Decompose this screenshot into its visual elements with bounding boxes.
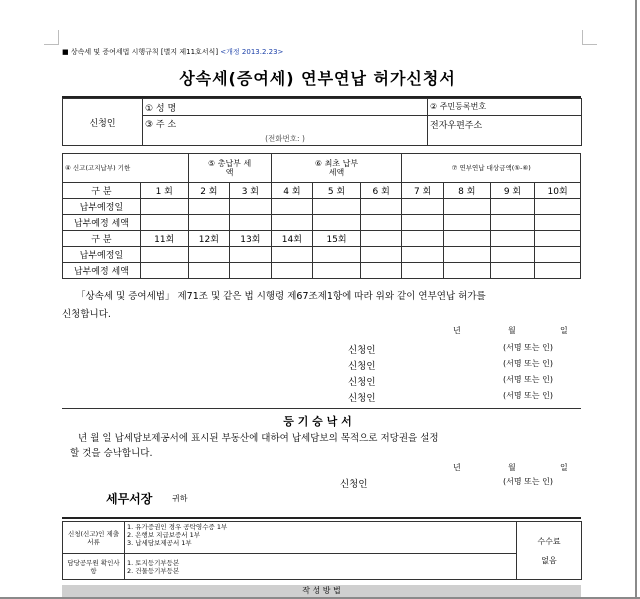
signer-label: 신청인 <box>348 361 376 372</box>
sign-note: (서명 또는 인) <box>503 359 553 368</box>
verify-item: 1. 토지등기부등본 <box>127 558 180 567</box>
form-note: ■ 상속세 및 증여세법 시행규칙 [별지 제11호서식] <box>62 48 219 56</box>
schedule-cell[interactable] <box>188 199 230 215</box>
submit-docs-label <box>63 522 125 554</box>
schedule-cell[interactable] <box>535 199 581 215</box>
schedule-cell[interactable] <box>360 263 402 279</box>
signer-label: 신청인 <box>348 393 376 404</box>
schedule-cell[interactable] <box>230 199 272 215</box>
consent-signer: 신청인 <box>340 479 368 490</box>
sign-note: (서명 또는 인) <box>503 477 553 486</box>
fee-value: 없음 <box>541 555 557 565</box>
statement-text: 「상속세 및 증여세법」 제71조 및 같은 법 시행령 제67조제1항에 따라 위와 같이 연부연납 허가를 <box>76 291 486 302</box>
col-header: 구 분 <box>63 183 141 199</box>
schedule-cell[interactable] <box>271 247 313 263</box>
submit-doc-item: 1. 유가증권인 경우 공탁영수증 1부 <box>127 523 228 531</box>
term-header: 6 회 <box>360 183 402 199</box>
schedule-cell[interactable] <box>402 215 444 231</box>
installment-amount-label: ⑦ 연부연납 대상금액(⑤-⑥) <box>451 164 531 172</box>
submit-docs-list <box>125 522 517 554</box>
schedule-cell[interactable] <box>188 215 230 231</box>
term-header: 10회 <box>535 183 581 199</box>
verify-label <box>63 554 125 580</box>
divider <box>62 517 581 519</box>
verify-item: 2. 건물등기부등본 <box>127 566 180 575</box>
schedule-cell[interactable] <box>271 263 313 279</box>
schedule-cell[interactable] <box>402 199 444 215</box>
date-day: 일 <box>560 326 568 335</box>
date-year: 년 <box>453 326 461 335</box>
page-title: 상속세(증여세) 연부연납 허가신청서 <box>179 69 456 88</box>
term-header: 3 회 <box>230 183 272 199</box>
total-tax-label: ⑤ 총납부 세 액 <box>208 159 252 177</box>
schedule-cell[interactable] <box>443 199 490 215</box>
schedule-cell[interactable] <box>140 199 188 215</box>
due-date-label: ④ 신고(고지납부) 기한 <box>65 164 131 172</box>
first-payment-label: ⑥ 최초 납부세액 <box>314 159 359 177</box>
term-header: 7 회 <box>402 183 444 199</box>
submit-doc-item: 2. 은행보 지급보증서 1부 <box>127 531 201 539</box>
installment-amount-field <box>402 154 581 183</box>
schedule-cell <box>535 231 581 247</box>
schedule-cell[interactable] <box>230 215 272 231</box>
submit-doc-item: 3. 납세담보제공서 1부 <box>127 539 192 547</box>
date-year: 년 <box>453 463 461 472</box>
schedule-cell[interactable] <box>230 247 272 263</box>
term-header: 13회 <box>230 231 272 247</box>
due-date-field <box>63 154 189 183</box>
term-header: 8 회 <box>443 183 490 199</box>
fee-label: 수수료 <box>537 536 561 546</box>
term-header: 14회 <box>271 231 313 247</box>
date-month: 월 <box>508 326 516 335</box>
schedule-cell[interactable] <box>188 247 230 263</box>
email-label: 전자우편주소 <box>430 121 483 131</box>
term-header: 9 회 <box>490 183 535 199</box>
address-label: ③ 주 소 <box>145 120 177 131</box>
schedule-cell[interactable] <box>360 247 402 263</box>
schedule-cell[interactable] <box>140 263 188 279</box>
term-header: 1 회 <box>140 183 188 199</box>
schedule-cell[interactable] <box>490 215 535 231</box>
email-field[interactable] <box>428 116 582 146</box>
sign-note: (서명 또는 인) <box>503 343 553 352</box>
signer-label: 신청인 <box>348 345 376 356</box>
sign-note: (서명 또는 인) <box>503 391 553 400</box>
term-header: 4 회 <box>271 183 313 199</box>
schedule-cell[interactable] <box>313 263 361 279</box>
term-header: 12회 <box>188 231 230 247</box>
row-label: 납부예정일 <box>63 247 141 263</box>
address-field[interactable] <box>143 116 428 132</box>
id-field[interactable] <box>428 99 582 116</box>
phone-label: (전화번호: ) <box>265 133 305 143</box>
schedule-cell[interactable] <box>313 199 361 215</box>
schedule-cell[interactable] <box>490 247 535 263</box>
schedule-cell <box>360 231 402 247</box>
schedule-cell[interactable] <box>535 247 581 263</box>
consent-title: 등 기 승 낙 서 <box>283 415 352 428</box>
schedule-cell[interactable] <box>230 263 272 279</box>
recipient-suffix: 귀하 <box>172 494 188 503</box>
window-right-border <box>635 0 637 599</box>
name-field[interactable] <box>143 99 428 116</box>
term-header: 15회 <box>313 231 361 247</box>
schedule-table <box>62 153 581 279</box>
verify-label-text: 담당공무원 확인사항 <box>67 558 120 575</box>
term-header: 2 회 <box>188 183 230 199</box>
schedule-cell[interactable] <box>402 247 444 263</box>
row-label: 납부예정일 <box>63 199 141 215</box>
form-header <box>62 47 283 57</box>
term-header: 5 회 <box>313 183 361 199</box>
schedule-cell[interactable] <box>443 247 490 263</box>
row-label: 납부예정 세액 <box>63 263 141 279</box>
schedule-cell[interactable] <box>535 263 581 279</box>
schedule-cell[interactable] <box>271 215 313 231</box>
writing-guide-header: 작 성 방 법 <box>62 585 581 597</box>
signer-label: 신청인 <box>348 377 376 388</box>
page-corner-mark <box>44 30 59 45</box>
schedule-cell[interactable] <box>535 215 581 231</box>
schedule-cell[interactable] <box>313 247 361 263</box>
consent-text: 할 것을 승낙합니다. <box>70 448 153 459</box>
row-label: 납부예정 세액 <box>63 215 141 231</box>
verify-list <box>125 554 517 580</box>
term-header: 11회 <box>140 231 188 247</box>
fee-cell <box>517 522 582 580</box>
consent-text: 년 월 일 납세담보제공서에 표시된 부동산에 대하여 납세담보의 목적으로 저당권을 설정 <box>78 433 439 444</box>
schedule-cell[interactable] <box>271 199 313 215</box>
col-header: 구 분 <box>63 231 141 247</box>
submit-docs-label-text: 신청(신고)인 제출서류 <box>67 529 120 546</box>
schedule-cell <box>443 231 490 247</box>
schedule-cell[interactable] <box>490 199 535 215</box>
schedule-cell[interactable] <box>188 263 230 279</box>
applicant-label: 신청인 <box>63 99 143 146</box>
schedule-cell[interactable] <box>443 263 490 279</box>
schedule-cell <box>402 231 444 247</box>
schedule-cell[interactable] <box>443 215 490 231</box>
schedule-cell[interactable] <box>313 215 361 231</box>
statement-text: 신청합니다. <box>62 309 111 320</box>
revision-date: <개정 2013.2.23> <box>220 48 284 56</box>
id-label: ② 주민등록번호 <box>430 102 487 111</box>
schedule-cell[interactable] <box>360 199 402 215</box>
schedule-cell[interactable] <box>490 263 535 279</box>
applicant-table <box>62 98 582 146</box>
date-month: 월 <box>508 463 516 472</box>
name-label: ① 성 명 <box>145 103 177 114</box>
phone-field[interactable] <box>143 132 428 146</box>
schedule-cell[interactable] <box>140 247 188 263</box>
schedule-cell[interactable] <box>360 215 402 231</box>
first-payment-field <box>271 154 402 183</box>
date-day: 일 <box>560 463 568 472</box>
total-tax-field <box>188 154 271 183</box>
page-corner-mark <box>582 30 597 45</box>
sign-note: (서명 또는 인) <box>503 375 553 384</box>
schedule-cell[interactable] <box>140 215 188 231</box>
attachments-table <box>62 521 582 580</box>
divider <box>62 408 581 409</box>
recipient-office: 세무서장 <box>106 492 153 506</box>
schedule-cell <box>490 231 535 247</box>
schedule-cell[interactable] <box>402 263 444 279</box>
